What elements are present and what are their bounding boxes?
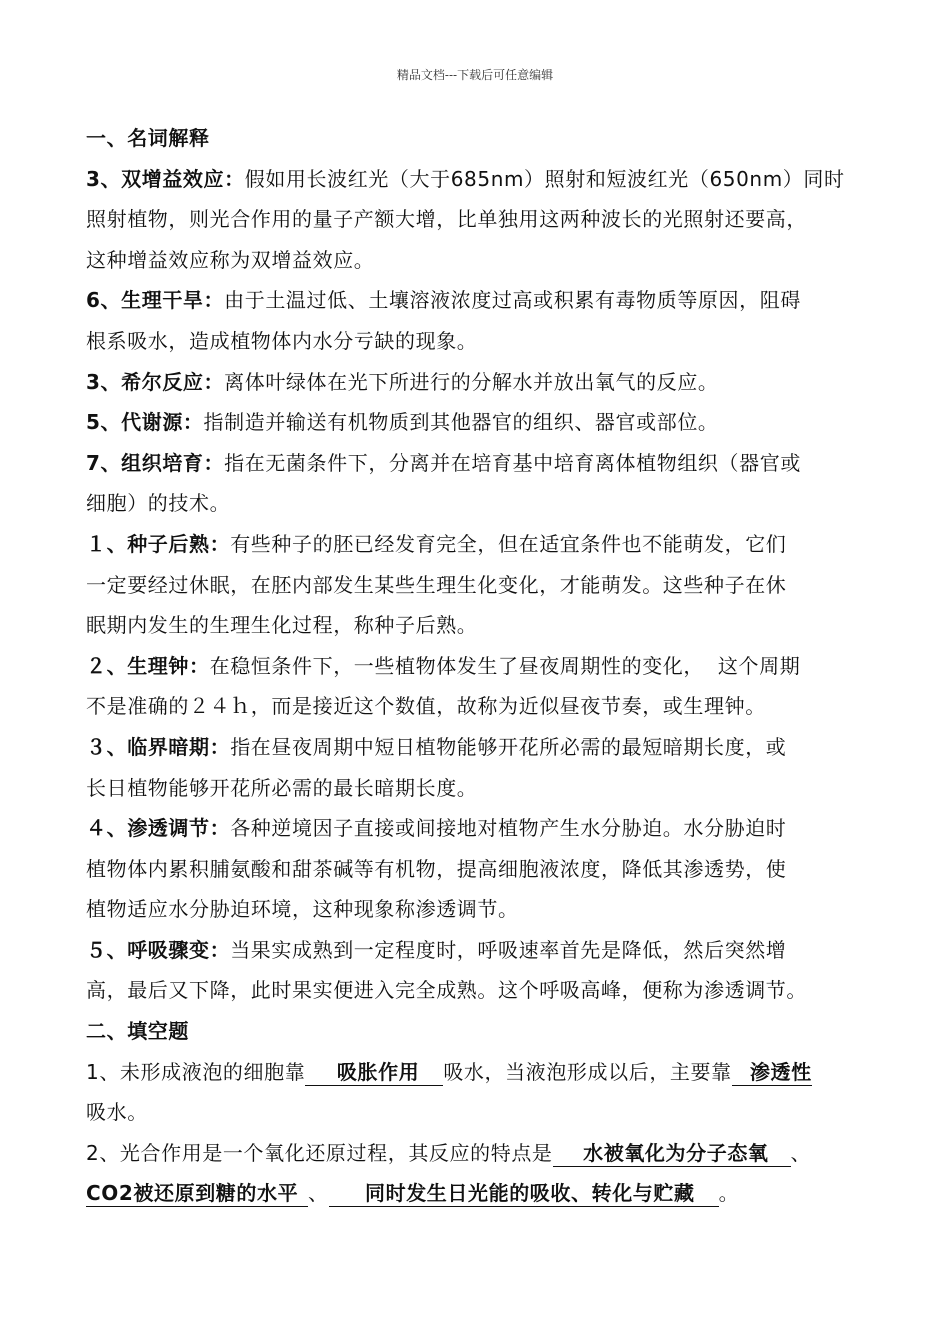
answer-blank: 渗透性 <box>732 1059 812 1086</box>
definition-text: 各种逆境因子直接或间接地对植物产生水分胁迫。水分胁迫时 <box>230 816 787 841</box>
definition-text: 一定要经过休眠，在胚内部发生某些生理生化变化，才能萌发。这些种子在休 <box>86 572 787 597</box>
definition-text: 植物体内累积脯氨酸和甜茶碱等有机物，提高细胞液浓度，降低其渗透势，使 <box>86 856 787 881</box>
definition-text: 指在昼夜周期中短日植物能够开花所必需的最短暗期长度，或 <box>230 734 787 759</box>
definition-entry <box>86 280 886 321</box>
definition-text: 指制造并输送有机物质到其他器官的组织、器官或部位。 <box>203 410 719 435</box>
definition-text: 有些种子的胚已经发育完全，但在适宜条件也不能萌发，它们 <box>230 531 787 556</box>
definition-entry <box>86 159 886 200</box>
definition-entry <box>86 402 886 443</box>
definition-text: 指在无菌条件下，分离并在培育基中培育离体植物组织（器官或 <box>224 450 801 475</box>
term-label: ２、生理钟： <box>86 653 210 678</box>
definition-text: 高，最后又下降，此时果实便进入完全成熟。这个呼吸高峰，便称为渗透调节。 <box>86 978 807 1003</box>
definition-text: 这种增益效应称为双增益效应。 <box>86 247 375 272</box>
question-text: 、 <box>308 1181 329 1206</box>
term-label: ３、临界暗期： <box>86 734 231 759</box>
term-label: 7、组织培育： <box>86 450 225 475</box>
definition-text: 在稳恒条件下，一些植物体发生了昼夜周期性的变化， 这个周期 <box>209 653 801 678</box>
section-title-fill-in: 二、填空题 <box>86 1019 189 1044</box>
definition-text: 眠期内发生的生理生化过程，称种子后熟。 <box>86 613 478 638</box>
fill-question-2-cont <box>86 1173 886 1214</box>
question-text: 、 <box>790 1140 812 1165</box>
definition-entry <box>86 524 886 565</box>
definition-text: 当果实成熟到一定程度时，呼吸速率首先是降低，然后突然增 <box>230 937 787 962</box>
term-label: ５、呼吸骤变： <box>86 937 231 962</box>
definition-text: 根系吸水，造成植物体内水分亏缺的现象。 <box>86 328 478 353</box>
term-label: １、种子后熟： <box>86 531 231 556</box>
definition-entry <box>86 646 886 687</box>
definition-entry <box>86 727 886 768</box>
definition-text: 离体叶绿体在光下所进行的分解水并放出氧气的反应。 <box>224 369 719 394</box>
fill-question-1 <box>86 1052 886 1093</box>
definition-entry <box>86 443 886 484</box>
question-text: 吸水，当液泡形成以后，主要靠 <box>443 1059 732 1084</box>
term-label: 3、双增益效应： <box>86 166 245 191</box>
definition-text: 长日植物能够开花所必需的最长暗期长度。 <box>86 775 478 800</box>
section-title-definitions: 一、名词解释 <box>86 126 210 150</box>
fill-question-2 <box>86 1133 886 1174</box>
answer-blank: 吸胀作用 <box>305 1059 443 1086</box>
definition-text: 植物适应水分胁迫环境，这种现象称渗透调节。 <box>86 897 519 922</box>
page-header-note: 精品文档---下载后可任意编辑 <box>396 68 554 82</box>
answer-blank: 水被氧化为分子态氧 <box>553 1140 791 1167</box>
term-label: 5、代谢源： <box>86 410 204 435</box>
definition-entry <box>86 930 886 971</box>
term-label: 6、生理干旱： <box>86 288 225 313</box>
question-text: 。 <box>718 1181 740 1206</box>
term-label: 3、希尔反应： <box>86 369 225 394</box>
definition-text: 细胞）的技术。 <box>86 491 231 516</box>
definition-text: 不是准确的２４ｈ，而是接近这个数值，故称为近似昼夜节奏，或生理钟。 <box>86 694 766 719</box>
definition-text: 照射植物，则光合作用的量子产额大增，比单独用这两种波长的光照射还要高， <box>86 207 807 232</box>
term-label: ４、渗透调节： <box>86 816 231 841</box>
question-text: 2、光合作用是一个氧化还原过程，其反应的特点是 <box>86 1140 553 1165</box>
definition-entry <box>86 808 886 849</box>
question-text: 1、未形成液泡的细胞靠 <box>86 1059 306 1084</box>
definition-text: 由于土温过低、土壤溶液浓度过高或积累有毒物质等原因，阻碍 <box>224 288 801 313</box>
definition-text: 假如用长波红光（大于685nm）照射和短波红光（650nm）同时 <box>244 166 845 191</box>
answer-blank: 同时发生日光能的吸收、转化与贮藏 <box>329 1180 719 1207</box>
answer-blank: CO2被还原到糖的水平 <box>86 1180 308 1207</box>
definition-entry <box>86 362 886 403</box>
question-text: 吸水。 <box>86 1100 148 1125</box>
document-body <box>86 118 886 1214</box>
